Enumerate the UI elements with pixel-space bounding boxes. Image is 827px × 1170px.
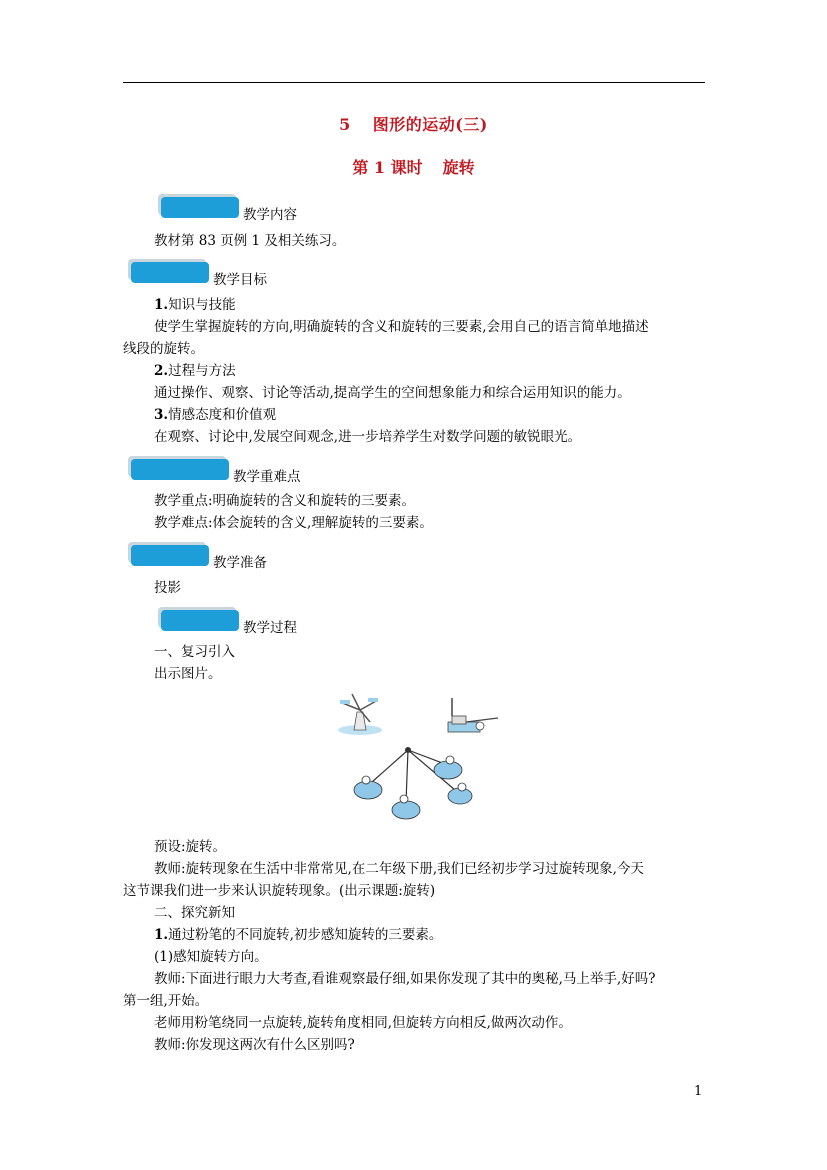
process-teacher-prompt-line-1: 教师:下面进行眼力大考查,看谁观察最仔细,如果你发现了其中的奥秘,马上举手,好吗? bbox=[154, 971, 656, 987]
process-teacher-line-2: 这节课我们进一步来认识旋转现象。(出示课题:旋转) bbox=[123, 883, 436, 899]
section-label: 教学准备 bbox=[213, 555, 267, 571]
windmill-icon bbox=[338, 694, 382, 735]
process-teacher-line-1: 教师:旋转现象在生活中非常常见,在二年级下册,我们已经初步学习过旋转现象,今天 bbox=[154, 861, 644, 877]
goal-1-heading: 1.知识与技能 bbox=[154, 297, 236, 313]
rotation-examples-illustration bbox=[330, 692, 505, 829]
prep-text: 投影 bbox=[154, 580, 181, 596]
section-label: 教学目标 bbox=[213, 272, 267, 288]
content-text: 教材第 83 页例 1 及相关练习。 bbox=[154, 233, 346, 249]
section-label: 教学重难点 bbox=[233, 469, 301, 485]
teaching-difficulty: 教学难点:体会旋转的含义,理解旋转的三要素。 bbox=[154, 515, 433, 531]
process-step-1: 1.通过粉笔的不同旋转,初步感知旋转的三要素。 bbox=[154, 927, 443, 943]
chapter-number: 5 bbox=[339, 115, 351, 134]
process-explore-heading: 二、探究新知 bbox=[154, 905, 235, 921]
section-tab-badge bbox=[161, 610, 239, 631]
lesson-title bbox=[0, 155, 827, 178]
goal-2-text: 通过操作、观察、讨论等活动,提高学生的空间想象能力和综合运用知识的能力。 bbox=[154, 385, 631, 401]
goal-3-heading: 3.情感态度和价值观 bbox=[154, 407, 277, 423]
section-tab-badge bbox=[131, 262, 209, 283]
section-label: 教学过程 bbox=[243, 620, 297, 636]
section-tab-badge bbox=[131, 545, 209, 566]
teaching-focus: 教学重点:明确旋转的含义和旋转的三要素。 bbox=[154, 493, 416, 509]
goal-1-line-1: 使学生掌握旋转的方向,明确旋转的含义和旋转的三要素,会用自己的语言简单地描述 bbox=[154, 319, 649, 335]
goal-2-heading: 2.过程与方法 bbox=[154, 363, 236, 379]
process-expected-answer: 预设:旋转。 bbox=[154, 839, 227, 855]
process-teacher-question: 教师:你发现这两次有什么区别吗? bbox=[154, 1037, 355, 1053]
chapter-title bbox=[0, 112, 827, 135]
header-rule bbox=[123, 82, 705, 83]
page-number: 1 bbox=[694, 1084, 703, 1099]
section-tab-badge bbox=[161, 197, 239, 218]
chapter-name: 图形的运动(三) bbox=[372, 115, 488, 134]
lesson-number: 第 1 课时 bbox=[352, 158, 423, 177]
section-label: 教学内容 bbox=[243, 207, 297, 223]
lesson-name: 旋转 bbox=[442, 158, 475, 177]
process-step-1-sub: (1)感知旋转方向。 bbox=[154, 949, 268, 965]
process-teacher-prompt-line-2: 第一组,开始。 bbox=[123, 993, 209, 1009]
process-review-heading: 一、复习引入 bbox=[154, 644, 235, 660]
machine-icon bbox=[448, 698, 498, 732]
swing-ride-icon bbox=[354, 747, 472, 819]
section-tab-badge bbox=[131, 459, 229, 480]
process-show-picture: 出示图片。 bbox=[154, 666, 222, 682]
goal-3-text: 在观察、讨论中,发展空间观念,进一步培养学生对数学问题的敏锐眼光。 bbox=[154, 429, 582, 445]
process-teacher-action: 老师用粉笔绕同一点旋转,旋转角度相同,但旋转方向相反,做两次动作。 bbox=[154, 1015, 572, 1031]
goal-1-line-2: 线段的旋转。 bbox=[123, 341, 204, 357]
